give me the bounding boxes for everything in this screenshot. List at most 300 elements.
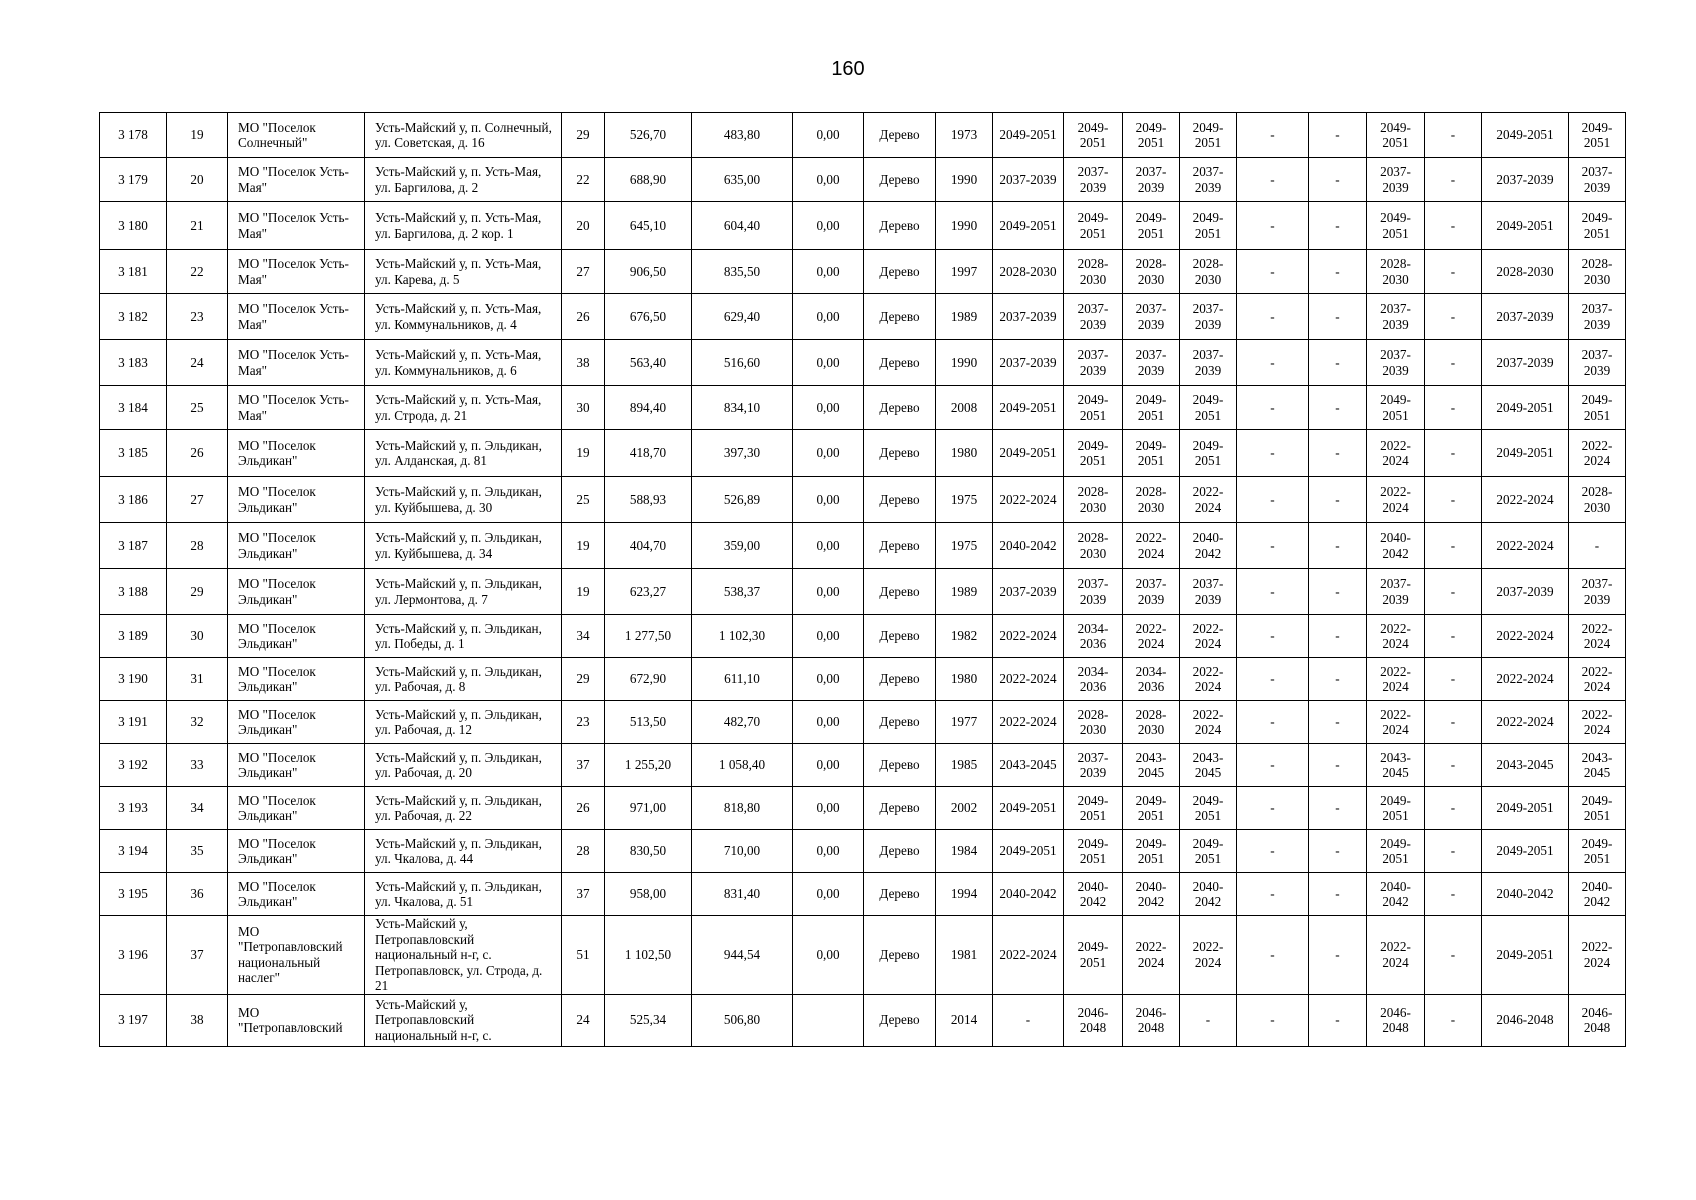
living-area-cell: 538,37 bbox=[692, 569, 793, 615]
period-cell: 2049-2051 bbox=[1064, 113, 1123, 158]
period-cell: 2040-2042 bbox=[1064, 873, 1123, 916]
table-row bbox=[100, 569, 1626, 615]
row-number-cell: 3 182 bbox=[100, 294, 167, 340]
period-cell: 2022-2024 bbox=[1367, 701, 1425, 744]
period-cell: 2040-2042 bbox=[993, 523, 1064, 569]
floors-cell: 29 bbox=[562, 113, 605, 158]
period-cell: - bbox=[1237, 658, 1309, 701]
period-cell: 2040-2042 bbox=[1180, 873, 1237, 916]
living-area-cell: 506,80 bbox=[692, 994, 793, 1046]
page-number: 160 bbox=[831, 58, 865, 80]
nonresidential-area-cell: 0,00 bbox=[793, 744, 864, 787]
period-cell: - bbox=[993, 994, 1064, 1046]
address-cell: Усть-Майский у, п. Эльдикан, ул. Чкалова, д. 44 bbox=[365, 830, 562, 873]
material-cell: Дерево bbox=[864, 523, 936, 569]
municipality-cell: МО "Поселок Эльдикан" bbox=[228, 658, 365, 701]
floors-cell: 34 bbox=[562, 615, 605, 658]
row-number-cell: 3 192 bbox=[100, 744, 167, 787]
period-cell: 2043-2045 bbox=[1482, 744, 1569, 787]
address-cell: Усть-Майский у, п. Эльдикан, ул. Лермонтова, д. 7 bbox=[365, 569, 562, 615]
period-cell: - bbox=[1425, 523, 1482, 569]
period-cell: 2022-2024 bbox=[1123, 523, 1180, 569]
period-cell: 2049-2051 bbox=[1569, 113, 1626, 158]
period-cell: 2046-2048 bbox=[1123, 994, 1180, 1046]
period-cell: - bbox=[1309, 873, 1367, 916]
period-cell: - bbox=[1425, 873, 1482, 916]
period-cell: 2043-2045 bbox=[1367, 744, 1425, 787]
period-cell: 2049-2051 bbox=[1569, 202, 1626, 250]
period-cell: 2022-2024 bbox=[1180, 916, 1237, 995]
period-cell: 2049-2051 bbox=[1180, 787, 1237, 830]
sub-number-cell: 37 bbox=[167, 916, 228, 995]
municipality-cell: МО "Петропавловский bbox=[228, 994, 365, 1046]
year-cell: 2002 bbox=[936, 787, 993, 830]
period-cell: 2022-2024 bbox=[1482, 658, 1569, 701]
nonresidential-area-cell: 0,00 bbox=[793, 787, 864, 830]
period-cell: 2037-2039 bbox=[993, 294, 1064, 340]
period-cell: - bbox=[1309, 787, 1367, 830]
floors-cell: 23 bbox=[562, 701, 605, 744]
nonresidential-area-cell: 0,00 bbox=[793, 569, 864, 615]
period-cell: 2043-2045 bbox=[993, 744, 1064, 787]
municipality-cell: МО "Поселок Усть-Мая" bbox=[228, 386, 365, 430]
period-cell: - bbox=[1569, 523, 1626, 569]
sub-number-cell: 32 bbox=[167, 701, 228, 744]
sub-number-cell: 31 bbox=[167, 658, 228, 701]
sub-number-cell: 28 bbox=[167, 523, 228, 569]
period-cell: 2022-2024 bbox=[1569, 916, 1626, 995]
total-area-cell: 623,27 bbox=[605, 569, 692, 615]
period-cell: 2022-2024 bbox=[993, 658, 1064, 701]
period-cell: 2037-2039 bbox=[1123, 340, 1180, 386]
address-cell: Усть-Майский у, Петропавловский национальный н-г, с. Петропавловск, ул. Строда, д. 21 bbox=[365, 916, 562, 995]
address-cell: Усть-Майский у, п. Усть-Мая, ул. Коммунальников, д. 6 bbox=[365, 340, 562, 386]
year-cell: 1980 bbox=[936, 430, 993, 477]
municipality-cell: МО "Поселок Усть-Мая" bbox=[228, 202, 365, 250]
municipality-cell: МО "Поселок Усть-Мая" bbox=[228, 158, 365, 202]
period-cell: 2022-2024 bbox=[1367, 658, 1425, 701]
period-cell: 2049-2051 bbox=[1367, 787, 1425, 830]
period-cell: 2028-2030 bbox=[1123, 250, 1180, 294]
table-row bbox=[100, 787, 1626, 830]
period-cell: 2043-2045 bbox=[1123, 744, 1180, 787]
period-cell: 2037-2039 bbox=[1064, 744, 1123, 787]
table-row bbox=[100, 477, 1626, 523]
period-cell: - bbox=[1237, 994, 1309, 1046]
period-cell: - bbox=[1237, 250, 1309, 294]
period-cell: 2037-2039 bbox=[1123, 569, 1180, 615]
nonresidential-area-cell: 0,00 bbox=[793, 658, 864, 701]
material-cell: Дерево bbox=[864, 787, 936, 830]
municipality-cell: МО "Поселок Усть-Мая" bbox=[228, 250, 365, 294]
material-cell: Дерево bbox=[864, 294, 936, 340]
period-cell: - bbox=[1237, 477, 1309, 523]
period-cell: 2049-2051 bbox=[1482, 202, 1569, 250]
period-cell: - bbox=[1237, 873, 1309, 916]
row-number-cell: 3 193 bbox=[100, 787, 167, 830]
address-cell: Усть-Майский у, п. Усть-Мая, ул. Карева, д. 5 bbox=[365, 250, 562, 294]
year-cell: 1990 bbox=[936, 340, 993, 386]
row-number-cell: 3 191 bbox=[100, 701, 167, 744]
municipality-cell: МО "Поселок Эльдикан" bbox=[228, 477, 365, 523]
period-cell: 2037-2039 bbox=[1569, 569, 1626, 615]
table-row bbox=[100, 250, 1626, 294]
period-cell: 2049-2051 bbox=[993, 113, 1064, 158]
period-cell: - bbox=[1237, 523, 1309, 569]
living-area-cell: 611,10 bbox=[692, 658, 793, 701]
sub-number-cell: 22 bbox=[167, 250, 228, 294]
period-cell: 2037-2039 bbox=[1180, 158, 1237, 202]
material-cell: Дерево bbox=[864, 202, 936, 250]
table-row bbox=[100, 658, 1626, 701]
floors-cell: 25 bbox=[562, 477, 605, 523]
year-cell: 1997 bbox=[936, 250, 993, 294]
period-cell: 2046-2048 bbox=[1569, 994, 1626, 1046]
period-cell: 2037-2039 bbox=[1064, 294, 1123, 340]
table-row bbox=[100, 615, 1626, 658]
table-row bbox=[100, 701, 1626, 744]
table-row bbox=[100, 523, 1626, 569]
living-area-cell: 834,10 bbox=[692, 386, 793, 430]
period-cell: - bbox=[1309, 158, 1367, 202]
period-cell: 2043-2045 bbox=[1180, 744, 1237, 787]
period-cell: 2049-2051 bbox=[1569, 787, 1626, 830]
period-cell: 2037-2039 bbox=[1569, 158, 1626, 202]
floors-cell: 19 bbox=[562, 430, 605, 477]
living-area-cell: 635,00 bbox=[692, 158, 793, 202]
period-cell: - bbox=[1309, 658, 1367, 701]
period-cell: - bbox=[1309, 477, 1367, 523]
period-cell: 2049-2051 bbox=[1064, 830, 1123, 873]
period-cell: 2022-2024 bbox=[1123, 916, 1180, 995]
row-number-cell: 3 181 bbox=[100, 250, 167, 294]
period-cell: - bbox=[1425, 994, 1482, 1046]
material-cell: Дерево bbox=[864, 873, 936, 916]
period-cell: 2022-2024 bbox=[1569, 430, 1626, 477]
period-cell: 2049-2051 bbox=[1482, 386, 1569, 430]
period-cell: - bbox=[1309, 701, 1367, 744]
address-cell: Усть-Майский у, п. Усть-Мая, ул. Коммунальников, д. 4 bbox=[365, 294, 562, 340]
floors-cell: 51 bbox=[562, 916, 605, 995]
period-cell: 2049-2051 bbox=[1367, 830, 1425, 873]
period-cell: 2049-2051 bbox=[1482, 916, 1569, 995]
table-row bbox=[100, 916, 1626, 995]
living-area-cell: 710,00 bbox=[692, 830, 793, 873]
year-cell: 1994 bbox=[936, 873, 993, 916]
row-number-cell: 3 189 bbox=[100, 615, 167, 658]
period-cell: 2037-2039 bbox=[1180, 569, 1237, 615]
total-area-cell: 525,34 bbox=[605, 994, 692, 1046]
sub-number-cell: 23 bbox=[167, 294, 228, 340]
total-area-cell: 563,40 bbox=[605, 340, 692, 386]
material-cell: Дерево bbox=[864, 158, 936, 202]
material-cell: Дерево bbox=[864, 477, 936, 523]
period-cell: 2037-2039 bbox=[1123, 294, 1180, 340]
municipality-cell: МО "Петропавловский национальный наслег" bbox=[228, 916, 365, 995]
address-cell: Усть-Майский у, п. Эльдикан, ул. Рабочая, д. 22 bbox=[365, 787, 562, 830]
year-cell: 2008 bbox=[936, 386, 993, 430]
living-area-cell: 483,80 bbox=[692, 113, 793, 158]
municipality-cell: МО "Поселок Эльдикан" bbox=[228, 701, 365, 744]
row-number-cell: 3 187 bbox=[100, 523, 167, 569]
table-row bbox=[100, 340, 1626, 386]
period-cell: 2049-2051 bbox=[1064, 916, 1123, 995]
period-cell: 2022-2024 bbox=[1367, 916, 1425, 995]
row-number-cell: 3 188 bbox=[100, 569, 167, 615]
period-cell: 2049-2051 bbox=[1180, 830, 1237, 873]
year-cell: 1981 bbox=[936, 916, 993, 995]
period-cell: 2049-2051 bbox=[993, 430, 1064, 477]
total-area-cell: 1 277,50 bbox=[605, 615, 692, 658]
period-cell: 2040-2042 bbox=[1569, 873, 1626, 916]
material-cell: Дерево bbox=[864, 744, 936, 787]
period-cell: 2049-2051 bbox=[993, 202, 1064, 250]
period-cell: 2028-2030 bbox=[1123, 477, 1180, 523]
period-cell: 2049-2051 bbox=[1482, 830, 1569, 873]
period-cell: 2022-2024 bbox=[1123, 615, 1180, 658]
period-cell: 2037-2039 bbox=[1064, 158, 1123, 202]
year-cell: 1985 bbox=[936, 744, 993, 787]
floors-cell: 27 bbox=[562, 250, 605, 294]
year-cell: 1982 bbox=[936, 615, 993, 658]
total-area-cell: 418,70 bbox=[605, 430, 692, 477]
material-cell: Дерево bbox=[864, 916, 936, 995]
row-number-cell: 3 178 bbox=[100, 113, 167, 158]
living-area-cell: 604,40 bbox=[692, 202, 793, 250]
period-cell: 2046-2048 bbox=[1367, 994, 1425, 1046]
period-cell: - bbox=[1425, 787, 1482, 830]
period-cell: - bbox=[1425, 202, 1482, 250]
period-cell: 2022-2024 bbox=[1367, 477, 1425, 523]
period-cell: 2028-2030 bbox=[1482, 250, 1569, 294]
period-cell: - bbox=[1425, 294, 1482, 340]
nonresidential-area-cell: 0,00 bbox=[793, 916, 864, 995]
period-cell: - bbox=[1237, 830, 1309, 873]
floors-cell: 26 bbox=[562, 787, 605, 830]
period-cell: 2049-2051 bbox=[1482, 430, 1569, 477]
period-cell: - bbox=[1237, 744, 1309, 787]
municipality-cell: МО "Поселок Эльдикан" bbox=[228, 787, 365, 830]
period-cell: 2049-2051 bbox=[1180, 430, 1237, 477]
living-area-cell: 629,40 bbox=[692, 294, 793, 340]
period-cell: 2022-2024 bbox=[1482, 701, 1569, 744]
material-cell: Дерево bbox=[864, 830, 936, 873]
period-cell: 2049-2051 bbox=[1064, 202, 1123, 250]
period-cell: - bbox=[1309, 202, 1367, 250]
address-cell: Усть-Майский у, п. Усть-Мая, ул. Баргилова, д. 2 bbox=[365, 158, 562, 202]
year-cell: 1980 bbox=[936, 658, 993, 701]
period-cell: - bbox=[1309, 569, 1367, 615]
sub-number-cell: 27 bbox=[167, 477, 228, 523]
period-cell: 2049-2051 bbox=[1123, 787, 1180, 830]
nonresidential-area-cell: 0,00 bbox=[793, 477, 864, 523]
material-cell: Дерево bbox=[864, 250, 936, 294]
sub-number-cell: 20 bbox=[167, 158, 228, 202]
period-cell: 2049-2051 bbox=[1482, 113, 1569, 158]
address-cell: Усть-Майский у, п. Солнечный, ул. Советская, д. 16 bbox=[365, 113, 562, 158]
row-number-cell: 3 195 bbox=[100, 873, 167, 916]
row-number-cell: 3 197 bbox=[100, 994, 167, 1046]
table-row bbox=[100, 994, 1626, 1046]
municipality-cell: МО "Поселок Эльдикан" bbox=[228, 744, 365, 787]
floors-cell: 19 bbox=[562, 569, 605, 615]
period-cell: 2022-2024 bbox=[1180, 477, 1237, 523]
housing-registry-table bbox=[99, 112, 1626, 1047]
period-cell: 2028-2030 bbox=[1569, 250, 1626, 294]
period-cell: 2040-2042 bbox=[1482, 873, 1569, 916]
sub-number-cell: 26 bbox=[167, 430, 228, 477]
period-cell: 2049-2051 bbox=[1064, 787, 1123, 830]
nonresidential-area-cell: 0,00 bbox=[793, 615, 864, 658]
period-cell: - bbox=[1309, 916, 1367, 995]
period-cell: - bbox=[1425, 569, 1482, 615]
period-cell: 2049-2051 bbox=[1123, 830, 1180, 873]
sub-number-cell: 29 bbox=[167, 569, 228, 615]
period-cell: 2022-2024 bbox=[1569, 701, 1626, 744]
period-cell: 2037-2039 bbox=[1482, 294, 1569, 340]
material-cell: Дерево bbox=[864, 615, 936, 658]
address-cell: Усть-Майский у, п. Усть-Мая, ул. Баргилова, д. 2 кор. 1 bbox=[365, 202, 562, 250]
period-cell: - bbox=[1309, 386, 1367, 430]
total-area-cell: 958,00 bbox=[605, 873, 692, 916]
nonresidential-area-cell: 0,00 bbox=[793, 158, 864, 202]
period-cell: 2028-2030 bbox=[1123, 701, 1180, 744]
total-area-cell: 971,00 bbox=[605, 787, 692, 830]
total-area-cell: 645,10 bbox=[605, 202, 692, 250]
period-cell: 2022-2024 bbox=[1180, 701, 1237, 744]
period-cell: 2022-2024 bbox=[1482, 523, 1569, 569]
floors-cell: 26 bbox=[562, 294, 605, 340]
living-area-cell: 818,80 bbox=[692, 787, 793, 830]
period-cell: - bbox=[1309, 744, 1367, 787]
period-cell: - bbox=[1425, 250, 1482, 294]
sub-number-cell: 19 bbox=[167, 113, 228, 158]
period-cell: 2049-2051 bbox=[1367, 386, 1425, 430]
period-cell: - bbox=[1425, 701, 1482, 744]
row-number-cell: 3 180 bbox=[100, 202, 167, 250]
period-cell: 2037-2039 bbox=[1367, 340, 1425, 386]
total-area-cell: 513,50 bbox=[605, 701, 692, 744]
period-cell: 2022-2024 bbox=[1367, 430, 1425, 477]
nonresidential-area-cell bbox=[793, 994, 864, 1046]
period-cell: 2022-2024 bbox=[1180, 615, 1237, 658]
table-row bbox=[100, 430, 1626, 477]
year-cell: 1990 bbox=[936, 202, 993, 250]
address-cell: Усть-Майский у, п. Эльдикан, ул. Чкалова, д. 51 bbox=[365, 873, 562, 916]
period-cell: 2049-2051 bbox=[1123, 386, 1180, 430]
table-row bbox=[100, 873, 1626, 916]
period-cell: 2028-2030 bbox=[1569, 477, 1626, 523]
floors-cell: 37 bbox=[562, 873, 605, 916]
period-cell: 2028-2030 bbox=[993, 250, 1064, 294]
sub-number-cell: 36 bbox=[167, 873, 228, 916]
period-cell: - bbox=[1425, 340, 1482, 386]
period-cell: 2037-2039 bbox=[1064, 340, 1123, 386]
period-cell: - bbox=[1237, 113, 1309, 158]
living-area-cell: 835,50 bbox=[692, 250, 793, 294]
table-row bbox=[100, 744, 1626, 787]
row-number-cell: 3 194 bbox=[100, 830, 167, 873]
period-cell: - bbox=[1425, 477, 1482, 523]
period-cell: - bbox=[1425, 658, 1482, 701]
period-cell: 2037-2039 bbox=[1482, 340, 1569, 386]
period-cell: 2037-2039 bbox=[1569, 294, 1626, 340]
period-cell: 2037-2039 bbox=[993, 569, 1064, 615]
floors-cell: 30 bbox=[562, 386, 605, 430]
nonresidential-area-cell: 0,00 bbox=[793, 830, 864, 873]
period-cell: 2022-2024 bbox=[1180, 658, 1237, 701]
period-cell: 2046-2048 bbox=[1064, 994, 1123, 1046]
address-cell: Усть-Майский у, п. Усть-Мая, ул. Строда, д. 21 bbox=[365, 386, 562, 430]
total-area-cell: 1 102,50 bbox=[605, 916, 692, 995]
address-cell: Усть-Майский у, Петропавловский национальный н-г, с. bbox=[365, 994, 562, 1046]
living-area-cell: 482,70 bbox=[692, 701, 793, 744]
period-cell: 2049-2051 bbox=[1482, 787, 1569, 830]
municipality-cell: МО "Поселок Усть-Мая" bbox=[228, 294, 365, 340]
period-cell: 2040-2042 bbox=[993, 873, 1064, 916]
table-row bbox=[100, 113, 1626, 158]
period-cell: - bbox=[1237, 615, 1309, 658]
period-cell: 2037-2039 bbox=[1367, 294, 1425, 340]
table-row bbox=[100, 202, 1626, 250]
row-number-cell: 3 185 bbox=[100, 430, 167, 477]
sub-number-cell: 21 bbox=[167, 202, 228, 250]
table-row bbox=[100, 294, 1626, 340]
period-cell: 2049-2051 bbox=[1367, 202, 1425, 250]
period-cell: - bbox=[1425, 615, 1482, 658]
period-cell: - bbox=[1237, 294, 1309, 340]
municipality-cell: МО "Поселок Эльдикан" bbox=[228, 523, 365, 569]
period-cell: - bbox=[1309, 250, 1367, 294]
period-cell: 2028-2030 bbox=[1064, 523, 1123, 569]
period-cell: 2034-2036 bbox=[1064, 658, 1123, 701]
living-area-cell: 359,00 bbox=[692, 523, 793, 569]
period-cell: 2037-2039 bbox=[993, 340, 1064, 386]
floors-cell: 22 bbox=[562, 158, 605, 202]
year-cell: 1989 bbox=[936, 294, 993, 340]
address-cell: Усть-Майский у, п. Эльдикан, ул. Рабочая, д. 20 bbox=[365, 744, 562, 787]
total-area-cell: 672,90 bbox=[605, 658, 692, 701]
nonresidential-area-cell: 0,00 bbox=[793, 873, 864, 916]
municipality-cell: МО "Поселок Эльдикан" bbox=[228, 615, 365, 658]
municipality-cell: МО "Поселок Усть-Мая" bbox=[228, 340, 365, 386]
year-cell: 1975 bbox=[936, 477, 993, 523]
living-area-cell: 526,89 bbox=[692, 477, 793, 523]
period-cell: 2040-2042 bbox=[1367, 873, 1425, 916]
period-cell: 2028-2030 bbox=[1064, 701, 1123, 744]
period-cell: 2022-2024 bbox=[1569, 615, 1626, 658]
municipality-cell: МО "Поселок Эльдикан" bbox=[228, 569, 365, 615]
period-cell: - bbox=[1180, 994, 1237, 1046]
total-area-cell: 676,50 bbox=[605, 294, 692, 340]
period-cell: 2040-2042 bbox=[1367, 523, 1425, 569]
address-cell: Усть-Майский у, п. Эльдикан, ул. Победы, д. 1 bbox=[365, 615, 562, 658]
nonresidential-area-cell: 0,00 bbox=[793, 202, 864, 250]
sub-number-cell: 38 bbox=[167, 994, 228, 1046]
period-cell: 2049-2051 bbox=[1123, 202, 1180, 250]
period-cell: - bbox=[1425, 830, 1482, 873]
municipality-cell: МО "Поселок Эльдикан" bbox=[228, 873, 365, 916]
nonresidential-area-cell: 0,00 bbox=[793, 340, 864, 386]
period-cell: - bbox=[1425, 916, 1482, 995]
period-cell: - bbox=[1425, 113, 1482, 158]
total-area-cell: 588,93 bbox=[605, 477, 692, 523]
period-cell: 2022-2024 bbox=[1569, 658, 1626, 701]
period-cell: 2022-2024 bbox=[993, 477, 1064, 523]
floors-cell: 20 bbox=[562, 202, 605, 250]
period-cell: 2034-2036 bbox=[1123, 658, 1180, 701]
period-cell: - bbox=[1237, 386, 1309, 430]
